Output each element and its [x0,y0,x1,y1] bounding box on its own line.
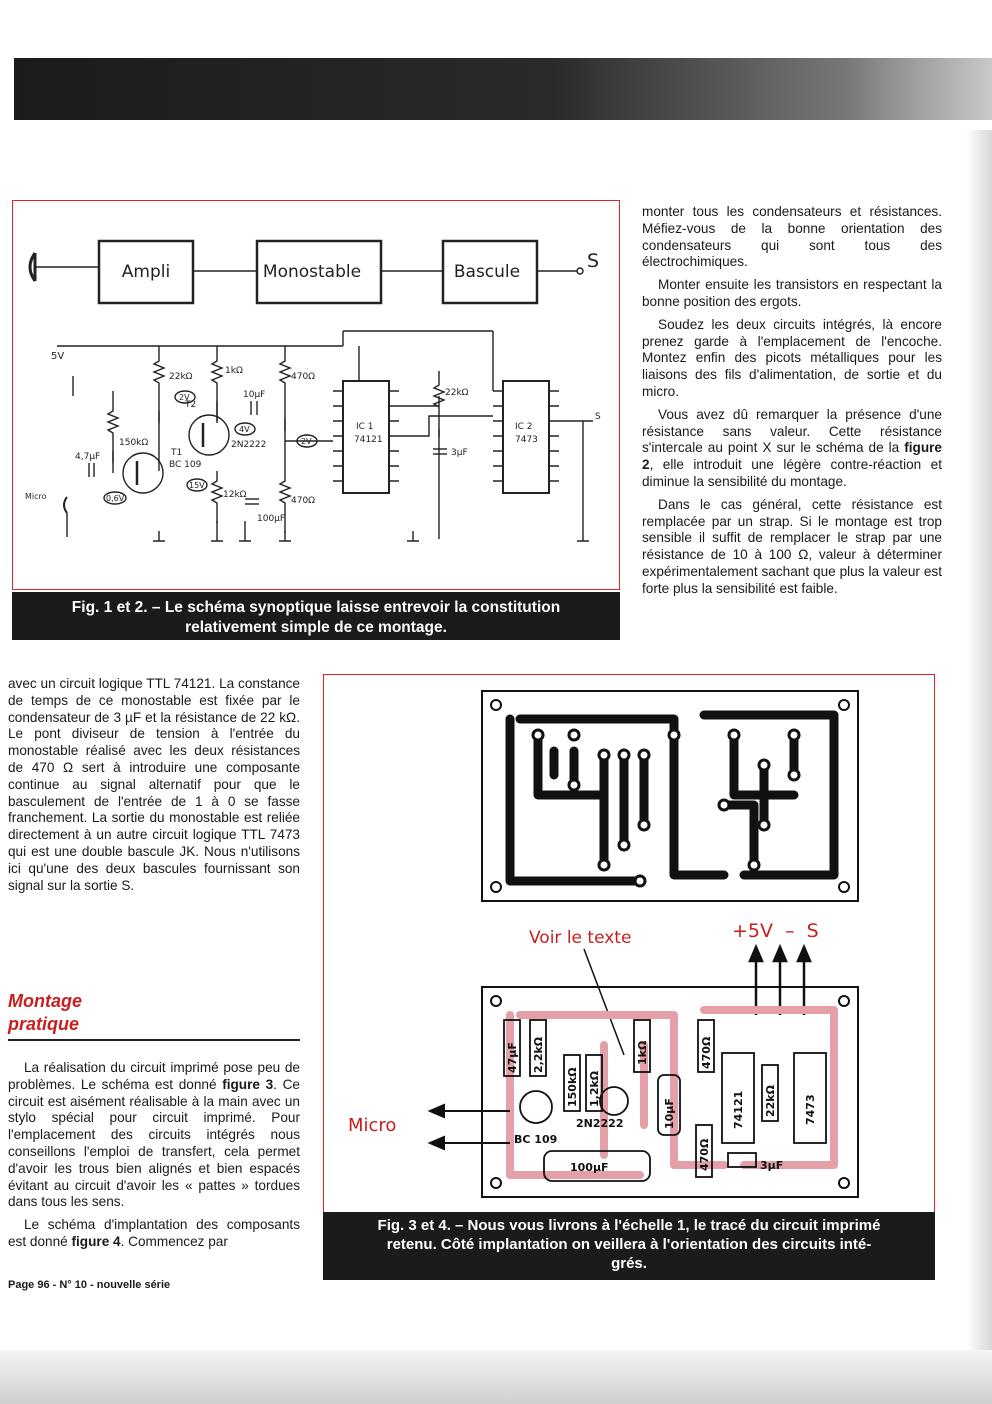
figure-3-4 [323,674,935,1214]
caption-line: grés. [611,1255,647,1272]
paragraph: Monter ensuite les transistors en respectant la bonne position des ergots. [642,277,942,309]
v-label-3: 2V [301,437,312,446]
figure-1-2 [12,200,620,590]
component-label: 2N2222 [576,1117,624,1130]
text-span: , elle introduit une légère contre-réaction et diminue la sensibilité du montage. [642,457,942,489]
r-label-5: 150kΩ [119,438,149,448]
figure-ref: figure 2 [642,440,942,473]
paragraph: Dans le cas général, cette résistance est remplacée par un strap. Si le montage est trop sensible il suffit de remplacer le strap par une résistance de 10 à 100 Ω, valeur à déterminer expérimentalement sachant que plus la valeur est forte plus la sensibilité est faible. [642,496,942,596]
voir-le-texte-label: Voir le texte [529,928,632,948]
block-ampli-label: Ampli [121,262,171,282]
c-label-1: 10µF [243,390,266,400]
r-label-7: 470Ω [291,496,316,506]
caption-line: Fig. 1 et 2. – Le schéma synoptique laisse entrevoir la constitution [71,599,561,616]
t-label-4: BC 109 [169,460,202,470]
component-label: 3µF [760,1159,784,1172]
output-s-label: S [587,250,600,272]
text-span: . Commencez par [120,1233,228,1249]
component-label: 470Ω [700,1036,713,1069]
component-label: 1kΩ [636,1040,649,1065]
supply-label: 5V [51,351,65,362]
ic-label-4: 7473 [515,435,538,445]
block-bascule-label: Bascule [453,262,521,282]
v-label-4: 15V [189,481,205,490]
caption-line: Fig. 3 et 4. – Nous vous livrons à l'échelle 1, le tracé du circuit imprimé [377,1217,881,1234]
text-span: La réalisation du circuit imprimé pose peu de problèmes. Le schéma est donné [8,1060,300,1092]
component-label: 7473 [804,1094,817,1125]
component-label: 470Ω [698,1138,711,1171]
r-label-4: 22kΩ [445,388,469,398]
t-label-2: 2N2222 [231,440,267,450]
v-label-2: 4V [239,425,250,434]
text-span: Le schéma d'implantation des composants est donné [8,1217,300,1249]
transistor-t1 [123,453,163,493]
component-label: 100µF [570,1161,609,1174]
r-label-2: 1kΩ [225,366,243,376]
r-label-3: 470Ω [291,372,316,382]
paragraph: Soudez les deux circuits intégrés, là encore prenez garde à l'emplacement de l'encoche. Montez enfin des picots métalliques pour les liaisons des fils d'alimentation, de sortie et du micro. [642,316,942,399]
ic-label-3: IC 2 [515,422,533,432]
paragraph [8,1060,300,1211]
micro-label: Micro [348,1115,397,1136]
paragraph: avec un circuit logique TTL 74121. La constance de temps de ce monostable est fixée par le condensateur de 3 µF et la résistance de 22 kΩ. Le pont diviseur de tension à l'entrée du monostable réalisé avec les deux résistances de 470 Ω sert à introduire une composante continue au signal alternatif pour que le basculement de l'entrée de 1 à 0 se fasse franchement. La sortie du monostable est reliée directement à un autre circuit logique TTL 7473 qui est une double bascule JK. Nous n'utilisons ici qu'une des deux bascules fournissant son signal sur la sortie S. [8,676,300,893]
figure-3-4-caption [323,1212,935,1280]
page-footer: Page 96 - N° 10 - nouvelle série [8,1279,171,1291]
transistor-t2 [189,415,229,455]
component-label: 47µF [506,1042,519,1073]
component-label: 74121 [732,1090,745,1129]
v-label-1: 2V [179,393,190,402]
page-edge-shadow [966,130,992,1350]
ic-label-1: IC 1 [356,422,374,432]
figure-ref: figure 4 [71,1233,121,1249]
resistor-470-top [280,346,290,431]
micro-label: Micro [25,492,47,501]
header-band [14,58,992,120]
paragraph: monter tous les condensateurs et résistances. Méfiez-vous de la bonne orientation des condensateurs qui sont tous des électrochimiques. [642,204,942,270]
component-label: 10µF [663,1098,676,1129]
paragraph [642,407,942,491]
c-label-4: 100µF [257,514,286,524]
c-label-2: 4,7µF [75,452,101,462]
t-label-3: T1 [171,448,183,458]
r-label-6: 12kΩ [223,490,247,500]
paragraph [8,1217,300,1251]
section-heading [8,990,300,1036]
figure-1-2-caption [12,592,620,640]
component-label: 1,2kΩ [588,1070,601,1107]
block-monostable-label: Monostable [262,262,362,282]
caption-line: relativement simple de ce montage. [185,619,447,636]
caption-line: retenu. Côté implantation on veillera à l'orientation des circuits inté- [386,1236,872,1253]
r-label-1: 22kΩ [169,372,193,382]
page-bottom-shadow [0,1350,992,1404]
c-label-3: 3µF [451,448,468,458]
figure-ref: figure 3 [222,1076,274,1092]
text-span: Vous avez dû remarquer la présence d'une résistance sans valeur. Cette résistance s'intercale au point X sur le schéma de la [642,406,942,456]
section-divider [8,1039,300,1041]
right-column-text [642,204,942,604]
component-label: BC 109 [514,1133,558,1146]
section-heading-line: Montage [8,991,82,1011]
ic2-output-s: S [595,412,601,422]
resistor-12k [212,471,222,523]
microphone-icon [30,253,35,281]
component-label: 150kΩ [566,1067,579,1107]
t-label-1: T2 [185,400,197,410]
left-column-text-2 [8,1060,300,1257]
ic-label-2: 74121 [354,435,383,445]
section-heading-line: pratique [8,1014,80,1034]
component-label: 2,2kΩ [532,1036,545,1073]
component-label: 22kΩ [764,1085,777,1117]
v-label-5: 0,6V [106,494,125,503]
left-column-text [8,676,300,900]
supply-output-label: +5V – S [732,920,819,942]
text-span: . Ce circuit est aisément réalisable à la main avec un stylo spécial pour circuit imprimé. Pour l'emplacement des circuits intégrés nous conseillons l'emploi de transfert, cela permet d'avoir les trous bien alignés et bien espacés évitant au circuit d'avoir les « pattes » tordues dans tous les sens. [8,1076,300,1210]
